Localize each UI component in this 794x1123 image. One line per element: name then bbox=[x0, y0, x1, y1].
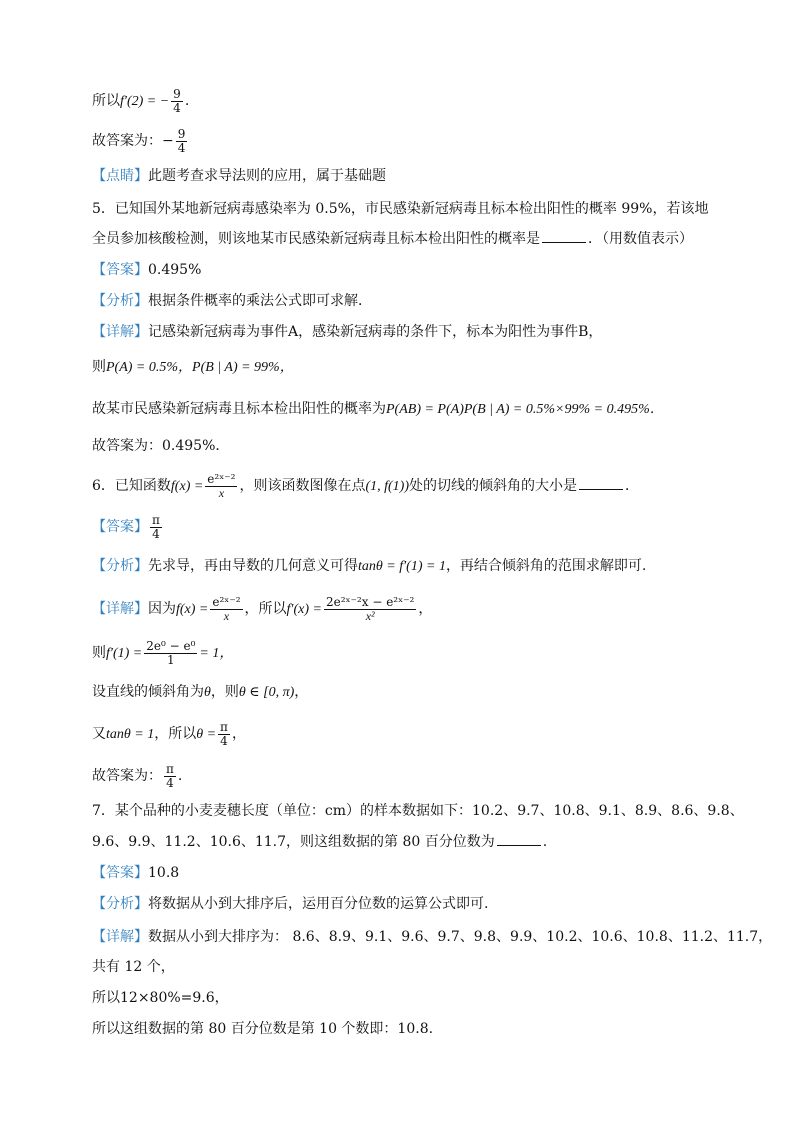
q6-xiangjie-line-4 bbox=[92, 721, 246, 747]
text: 将数据从小到大排序后，运用百分位数的运算公式即可. bbox=[148, 896, 489, 912]
q6-xiangjie-line-5 bbox=[92, 763, 182, 789]
text: 则 bbox=[92, 359, 106, 375]
xiangjie-tag: 【详解】 bbox=[92, 929, 148, 945]
fraction-denominator: 4 bbox=[173, 100, 181, 115]
q5-xiangjie-line-2 bbox=[92, 356, 294, 379]
fraction-numerator: e²ˣ⁻² bbox=[212, 595, 241, 609]
fraction-numerator: π bbox=[166, 762, 174, 776]
fenxi-tag: 【分析】 bbox=[92, 293, 148, 309]
fraction-denominator: 4 bbox=[152, 526, 160, 541]
q5-stem-line-2 bbox=[92, 228, 693, 250]
math: tanθ = 1 bbox=[106, 727, 155, 743]
fraction bbox=[205, 473, 237, 499]
fraction-numerator: π bbox=[220, 720, 228, 734]
text: 9.6、9.9、11.2、10.6、11.7，则这组数据的第 80 百分位数为 bbox=[92, 834, 495, 850]
text: 所以 bbox=[92, 990, 120, 1006]
q6-xiangjie-line-2 bbox=[92, 640, 233, 666]
answer-value: 0.495% bbox=[148, 262, 202, 278]
text: ，则该函数图像在点 bbox=[239, 478, 366, 495]
math: f′(x) = bbox=[286, 602, 322, 618]
text: . bbox=[184, 93, 190, 110]
q7-xiangjie-line-3 bbox=[92, 987, 229, 1009]
q6-xiangjie-line-3 bbox=[92, 681, 308, 704]
answer-blank bbox=[579, 475, 623, 490]
text: 先求导，再由导数的几何意义可得 bbox=[148, 558, 358, 574]
q7-xiangjie-line-4: 所以这组数据的第 80 百分位数是第 10 个数即：10.8. bbox=[92, 1021, 434, 1037]
text: 所以 bbox=[92, 93, 120, 110]
fraction bbox=[164, 763, 176, 789]
math: (1, f(1)) bbox=[365, 479, 409, 495]
q7-xiangjie-line-1 bbox=[92, 926, 772, 948]
fraction-numerator: 2e²ˣ⁻²x − e²ˣ⁻² bbox=[325, 595, 415, 609]
fraction-denominator: 1 bbox=[166, 652, 175, 667]
fraction bbox=[324, 596, 416, 622]
fraction-denominator: 4 bbox=[166, 775, 174, 790]
fenxi-tag: 【分析】 bbox=[92, 558, 148, 574]
xiangjie-tag: 【详解】 bbox=[92, 324, 148, 340]
text: 因为 bbox=[148, 601, 176, 618]
text: 数据从小到大排序为： 8.6、8.9、9.1、9.6、9.7、9.8、9.9、10.2、10.6、10.8、11.2、11.7， bbox=[148, 929, 773, 945]
math: θ = bbox=[196, 727, 217, 743]
fraction-numerator: 2e⁰ − e⁰ bbox=[146, 639, 196, 653]
math: f(x) = bbox=[176, 602, 209, 618]
fraction-numerator: e²ˣ⁻² bbox=[207, 472, 236, 486]
math: 12×80%=9.6 bbox=[120, 990, 215, 1006]
q5-fenxi bbox=[92, 290, 372, 312]
xiangjie-tag: 【详解】 bbox=[92, 601, 148, 618]
q7-stem-line-2 bbox=[92, 831, 547, 853]
q5-xiangjie-line-4: 故答案为：0.495%． bbox=[92, 438, 230, 454]
q6-xiangjie-line-1 bbox=[92, 596, 432, 622]
text: 记感染新冠病毒为事件A，感染新冠病毒的条件下，标本为阳性为事件B， bbox=[148, 324, 603, 340]
text: ，所以 bbox=[244, 601, 287, 618]
fraction-denominator: x² bbox=[365, 608, 375, 623]
text: ， bbox=[231, 726, 246, 743]
q5-stem-line-1: 5．已知国外某地新冠病毒感染率为 0.5%，市民感染新冠病毒且标本检出阳性的概率 99%，若该地 bbox=[92, 201, 709, 217]
fraction-numerator: 9 bbox=[173, 87, 181, 101]
text: 又 bbox=[92, 726, 106, 743]
math: f(x) = bbox=[170, 479, 204, 495]
math: f′(1) = bbox=[106, 646, 143, 662]
q7-xiangjie-line-2: 共有 12 个， bbox=[92, 959, 175, 975]
fraction bbox=[144, 640, 197, 666]
answer-value: 10.8 bbox=[148, 865, 180, 881]
text: 故答案为：− bbox=[92, 133, 174, 150]
q7-answer bbox=[92, 862, 179, 884]
answer-fraction bbox=[150, 514, 162, 540]
math: tanθ = f′(1) = 1 bbox=[358, 559, 446, 574]
q5-xiangjie-line-1 bbox=[92, 321, 602, 343]
q5-answer bbox=[92, 259, 201, 281]
answer-blank bbox=[542, 228, 586, 243]
fraction-denominator: x bbox=[218, 485, 225, 500]
q4-line-1 bbox=[92, 88, 189, 114]
answer-blank bbox=[497, 831, 541, 846]
fraction bbox=[171, 88, 183, 114]
math: P(A) = 0.5%，P(B | A) = 99%， bbox=[106, 360, 294, 375]
dianjing-tag: 【点睛】 bbox=[92, 168, 148, 184]
q4-line-2 bbox=[92, 128, 189, 154]
math: P(AB) = P(A)P(B | A) = 0.5%×99% = 0.495%． bbox=[386, 402, 664, 417]
text: 设直线的倾斜角为 bbox=[92, 684, 204, 700]
text: ， bbox=[418, 601, 433, 618]
q6-fenxi bbox=[92, 555, 646, 578]
text: 则 bbox=[92, 645, 106, 662]
fraction bbox=[176, 128, 188, 154]
q6-answer bbox=[92, 514, 164, 540]
text: ，所以 bbox=[154, 726, 197, 743]
text: . bbox=[542, 834, 548, 850]
text: 全员参加核酸检测，则该地某市民感染新冠病毒且标本检出阳性的概率是 bbox=[92, 231, 540, 247]
math: f′(2) = − bbox=[120, 94, 170, 110]
answer-tag: 【答案】 bbox=[92, 262, 148, 278]
text: ，则 bbox=[210, 684, 239, 700]
fraction bbox=[218, 721, 230, 747]
fraction-numerator: 9 bbox=[177, 127, 186, 141]
text: ， bbox=[214, 990, 229, 1006]
text: 处的切线的倾斜角的大小是 bbox=[409, 478, 577, 495]
q5-xiangjie-line-3 bbox=[92, 398, 664, 421]
q6-stem bbox=[92, 473, 639, 499]
q7-fenxi bbox=[92, 893, 488, 915]
text: ，再结合倾斜角的范围求解即可. bbox=[445, 558, 647, 574]
text: ． bbox=[625, 478, 639, 495]
text: 6．已知函数 bbox=[92, 478, 171, 495]
fraction-denominator: 4 bbox=[220, 733, 228, 748]
answer-tag: 【答案】 bbox=[92, 865, 148, 881]
math: = 1， bbox=[199, 646, 234, 662]
text: ．（用数值表示） bbox=[588, 231, 693, 247]
math: θ ∈ [0, π) bbox=[238, 685, 295, 700]
answer-tag: 【答案】 bbox=[92, 519, 148, 536]
text: 此题考查求导法则的应用，属于基础题 bbox=[148, 168, 386, 184]
q4-dianjing bbox=[92, 165, 386, 187]
q7-stem-line-1: 7．某个品种的小麦麦穗长度（单位：cm）的样本数据如下：10.2、9.7、10.8、9.1、8.9、8.6、9.8、 bbox=[92, 803, 744, 819]
text: 故答案为： bbox=[92, 768, 162, 785]
fraction bbox=[210, 596, 242, 622]
fraction-numerator: π bbox=[152, 513, 160, 527]
fraction-denominator: 4 bbox=[177, 140, 186, 155]
fenxi-tag: 【分析】 bbox=[92, 896, 148, 912]
text: ， bbox=[294, 684, 309, 700]
text: 根据条件概率的乘法公式即可求解． bbox=[148, 293, 372, 309]
math: θ bbox=[204, 685, 211, 700]
text: 故某市民感染新冠病毒且标本检出阳性的概率为 bbox=[92, 401, 386, 417]
fraction-denominator: x bbox=[223, 608, 230, 623]
text: . bbox=[177, 768, 183, 785]
